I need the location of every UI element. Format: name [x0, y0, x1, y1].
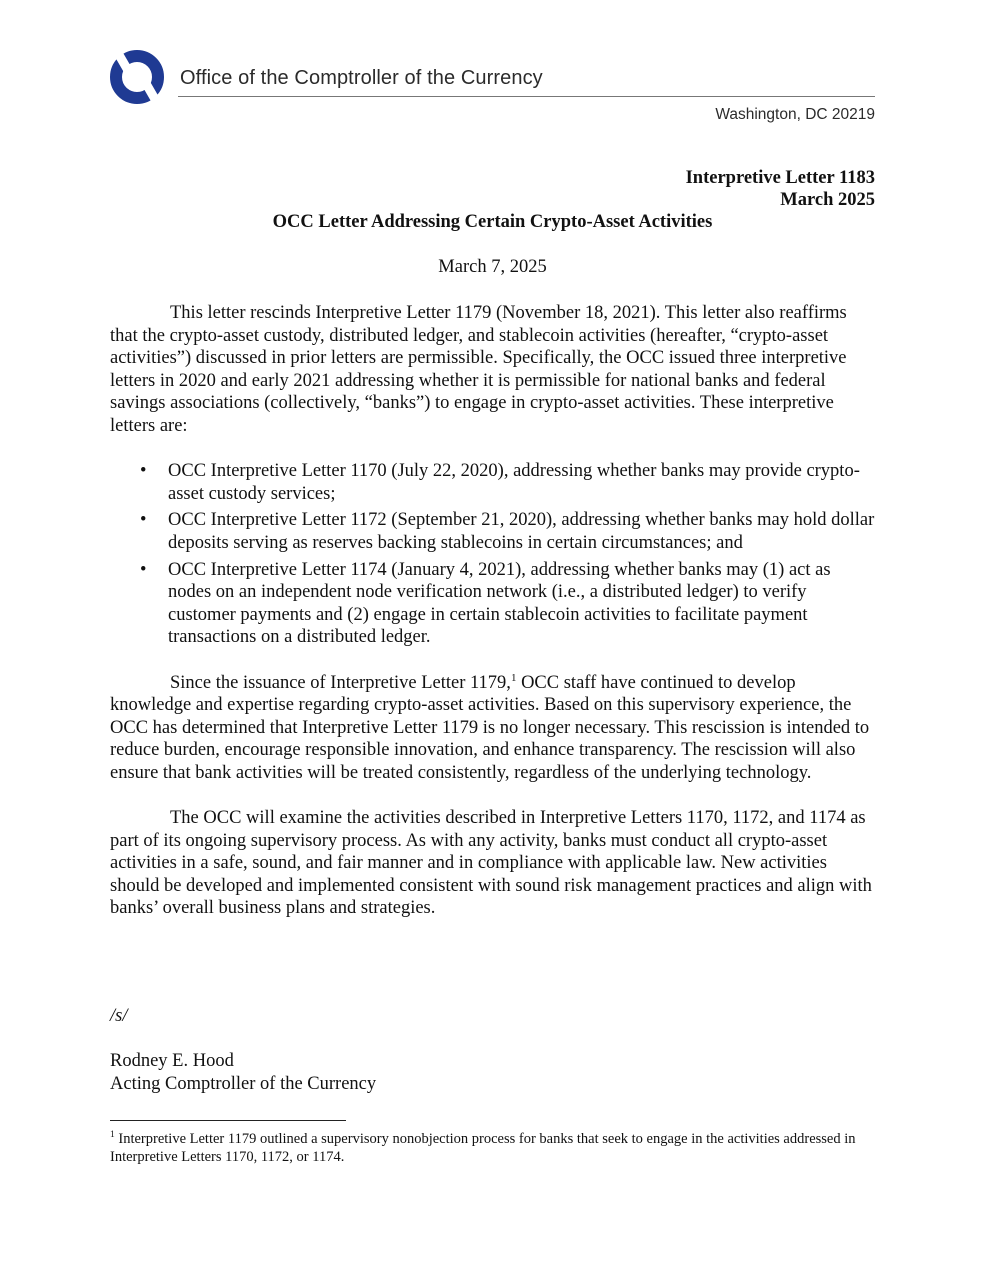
- letter-body: [110, 302, 875, 943]
- letter-number: Interpretive Letter 1183: [685, 168, 875, 188]
- list-item: [110, 509, 875, 554]
- letter-date: March 7, 2025: [438, 257, 547, 277]
- footnote: [110, 1130, 880, 1166]
- letterhead-rule: [178, 96, 875, 97]
- letter-month: March 2025: [780, 190, 875, 210]
- agency-address: Washington, DC 20219: [715, 106, 875, 123]
- intro-paragraph: This letter rescinds Interpretive Letter 1179 (November 18, 2021). This letter also reaffirms that the crypto-asset custody, distributed ledger, and stablecoin activities (hereafter, “crypto-asset activities”) discussed in prior letters are permissible. Specifically, the OCC issued three interpretive letters in 2020 and early 2021 addressing whether it is permissible for national banks and federal savings associations (collectively, “banks”) to engage in crypto-asset activities. These interpretive letters are:: [110, 303, 847, 436]
- paragraph-lead: Since the issuance of Interpretive Letter 1179,: [170, 672, 511, 693]
- prior-letters-list: [110, 460, 875, 649]
- list-item: [110, 460, 875, 505]
- footnote-text: Interpretive Letter 1179 outlined a supervisory nonobjection process for banks that seek to engage in the activities addressed in Interpretive Letters 1170, 1172, or 1174.: [110, 1131, 856, 1165]
- footnote-separator: [110, 1120, 346, 1121]
- signature-block: [110, 1050, 376, 1096]
- signer-name: Rodney E. Hood: [110, 1051, 234, 1071]
- footnote-reference[interactable]: 1: [510, 671, 517, 684]
- paragraph-rest: OCC staff have continued to develop knowledge and expertise regarding crypto-asset activities. Based on this supervisory experience, the OCC has determined that Interpretive Letter 1179 is no longer necessary. This rescission is intended to reduce burden, encourage responsible innovation, and enhance transparency. The rescission will also ensure that bank activities will be treated consistently, regardless of the underlying technology.: [110, 672, 870, 783]
- agency-name: Office of the Comptroller of the Currency: [180, 67, 543, 89]
- list-item-text: OCC Interpretive Letter 1170 (July 22, 2020), addressing whether banks may provide crypto-asset custody services;: [168, 461, 860, 504]
- footnote-number: 1: [110, 1130, 115, 1141]
- letter-subject: OCC Letter Addressing Certain Crypto-Asset Activities: [272, 212, 713, 232]
- occ-logo-icon: [108, 48, 166, 106]
- list-item-text: OCC Interpretive Letter 1172 (September 21, 2020), addressing whether banks may hold dollar deposits serving as reserves backing stablecoins in certain circumstances; and: [168, 510, 875, 553]
- bullet-icon: •: [140, 461, 147, 482]
- signature-mark: /s/: [110, 1006, 128, 1026]
- bullet-icon: •: [140, 510, 147, 531]
- rescission-paragraph: [110, 672, 875, 785]
- letter-identifier: [686, 167, 875, 211]
- list-item: [110, 559, 875, 649]
- list-item-text: OCC Interpretive Letter 1174 (January 4, 2021), addressing whether banks may (1) act as nodes on an independent node verification network (i.e., a distributed ledger) to verify customer payments and (2) engage in certain stablecoin activities to facilitate payment transactions on a distributed ledger.: [168, 559, 831, 648]
- signer-title: Acting Comptroller of the Currency: [110, 1074, 377, 1094]
- bullet-icon: •: [140, 559, 147, 580]
- supervision-paragraph: The OCC will examine the activities described in Interpretive Letters 1170, 1172, and 1174 as part of its ongoing supervisory process. As with any activity, banks must conduct all crypto-asset activities in a safe, sound, and fair manner and in compliance with applicable law. New activities should be developed and implemented consistent with sound risk management practices and align with banks’ overall business plans and strategies.: [110, 808, 872, 919]
